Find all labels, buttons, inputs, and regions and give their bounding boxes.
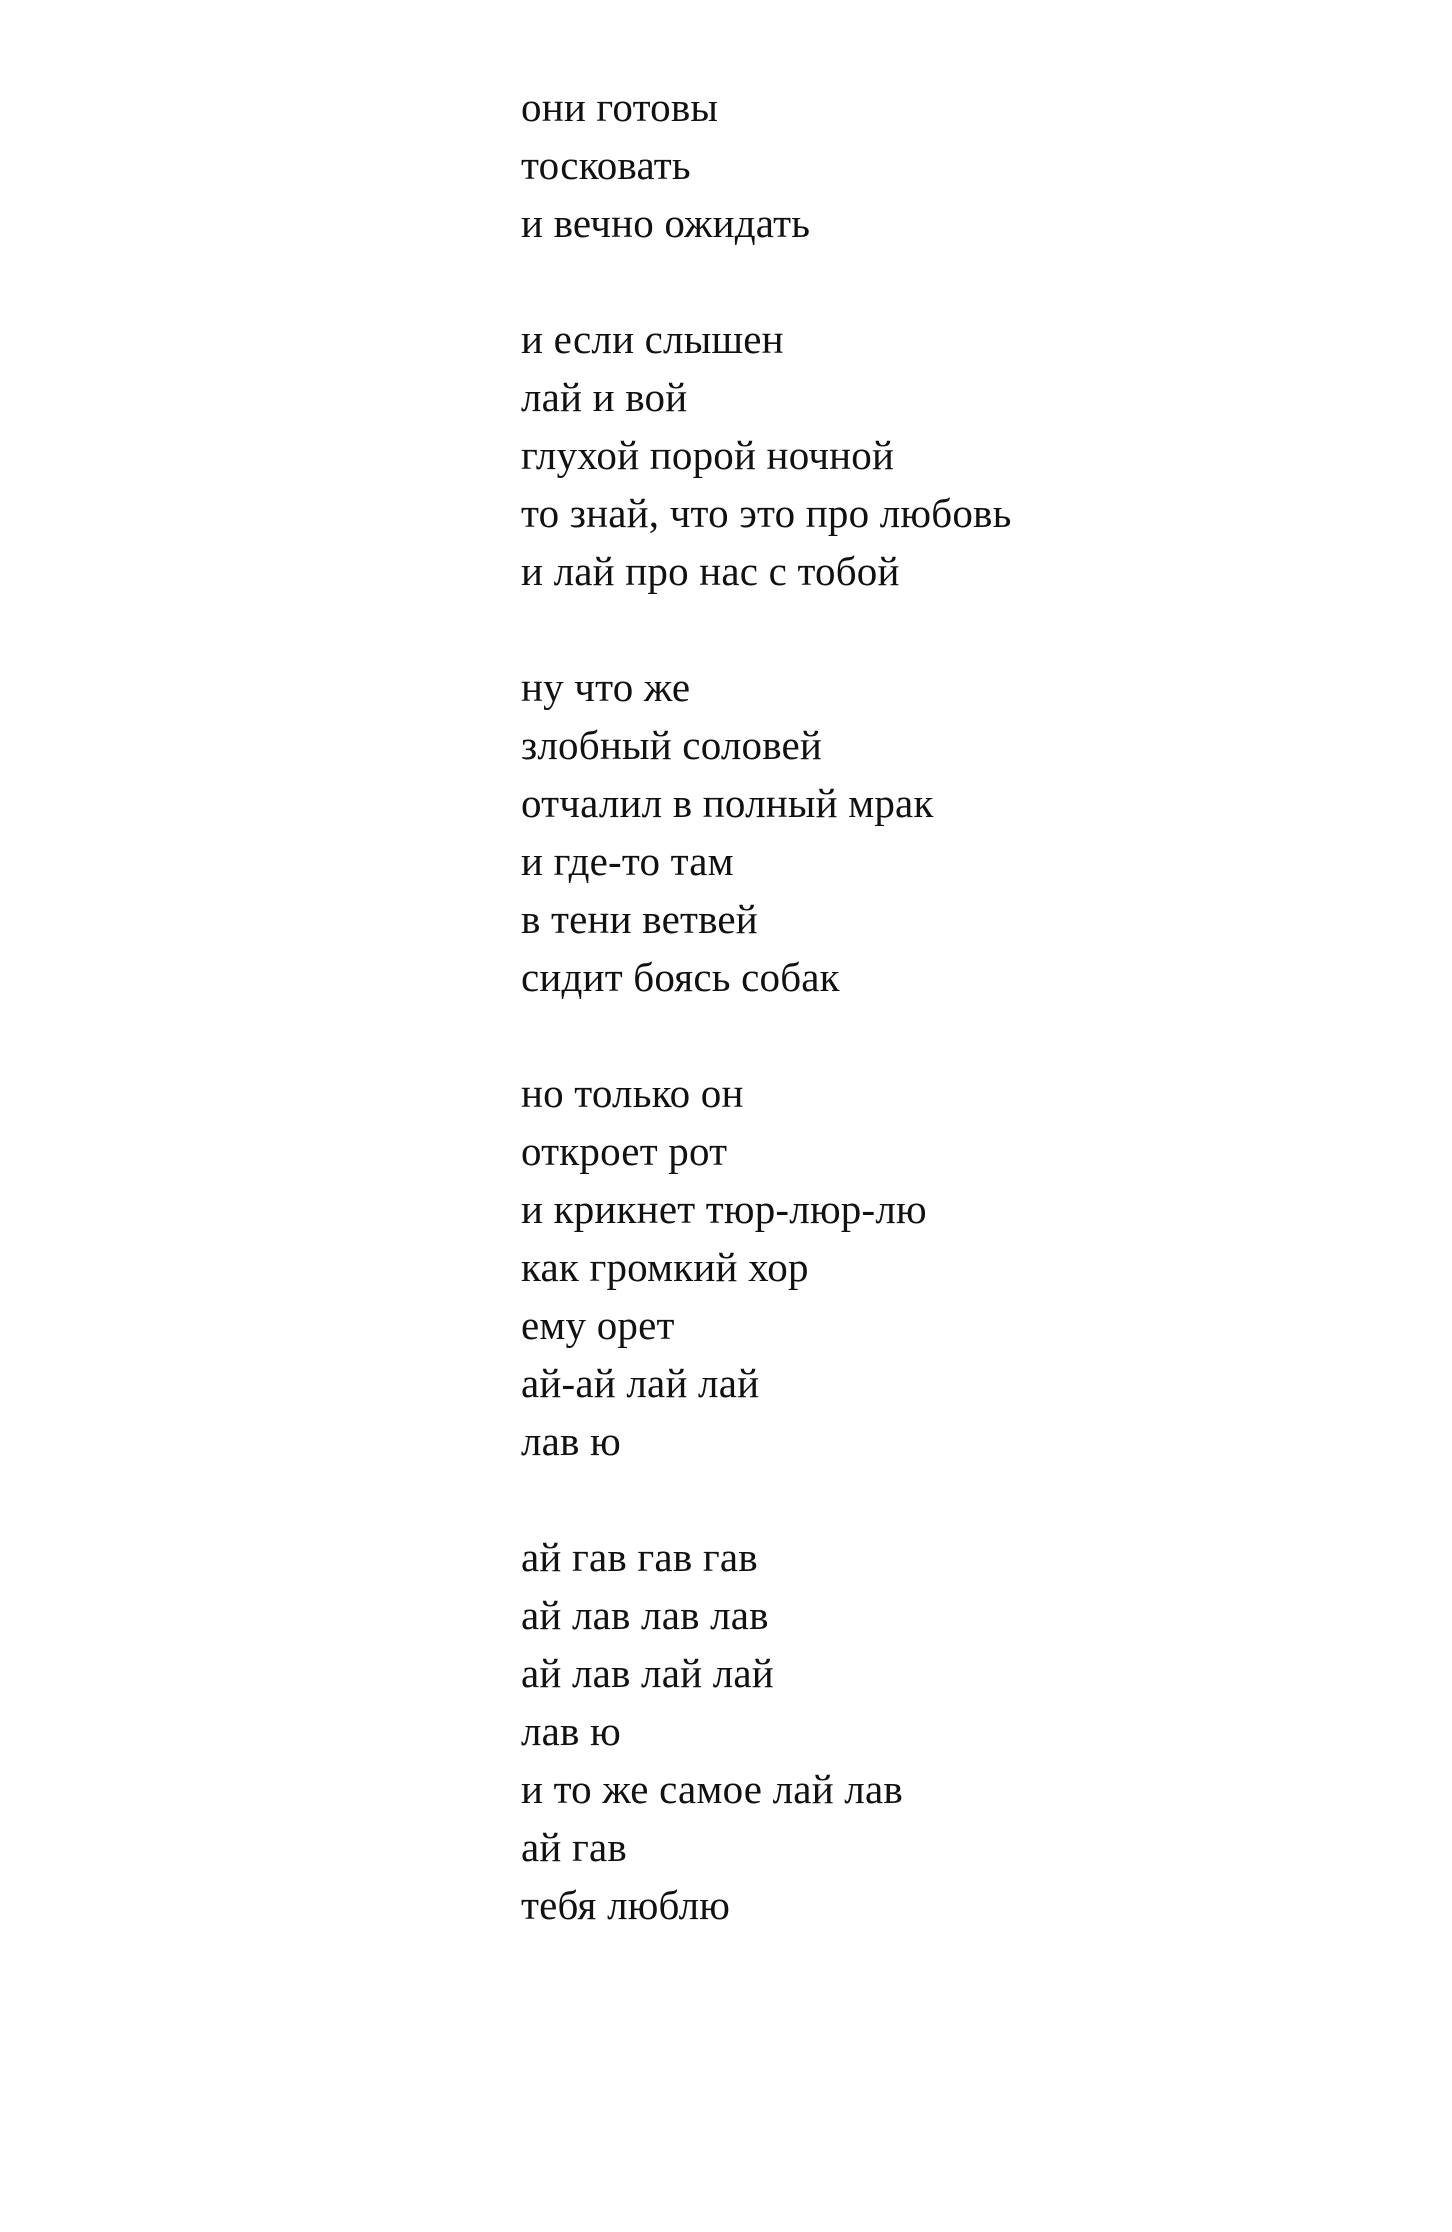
- poem-line: лав ю: [521, 1708, 621, 1754]
- poem-line: тосковать: [521, 142, 691, 188]
- poem-line: отчалил в полный мрак: [521, 780, 934, 826]
- poem-line: сидит боясь собак: [521, 954, 840, 1000]
- poem-line: ай гав: [521, 1824, 627, 1870]
- poem-line: и вечно ожидать: [521, 200, 811, 246]
- poem-line: то знай, что это про любовь: [521, 490, 1012, 536]
- poem-line: и то же самое лай лав: [521, 1766, 903, 1812]
- poem-line: глухой порой ночной: [521, 432, 895, 478]
- poem-line: ну что же: [521, 664, 691, 710]
- poem-line: и если слышен: [521, 316, 784, 362]
- stanza-5: [521, 1528, 1401, 1934]
- poem-line: ему орет: [521, 1302, 675, 1348]
- poem-line: тебя люблю: [521, 1882, 731, 1928]
- poem-line: и лай про нас с тобой: [521, 548, 900, 594]
- poem-text: [521, 78, 1401, 1992]
- stanza-3: [521, 658, 1401, 1006]
- stanza-2: [521, 310, 1401, 600]
- poem-line: лав ю: [521, 1418, 621, 1464]
- stanza-1: [521, 78, 1401, 252]
- poem-line: откроет рот: [521, 1128, 728, 1174]
- poem-line: в тени ветвей: [521, 896, 758, 942]
- poem-line: лай и вой: [521, 374, 688, 420]
- poem-line: ай гав гав гав: [521, 1534, 758, 1580]
- poem-line: но только он: [521, 1070, 744, 1116]
- poem-line: злобный соловей: [521, 722, 823, 768]
- poem-line: ай-ай лай лай: [521, 1360, 760, 1406]
- poem-line: и где-то там: [521, 838, 734, 884]
- poem-line: и крикнет тюр-люр-лю: [521, 1186, 927, 1232]
- poem-line: как громкий хор: [521, 1244, 809, 1290]
- poem-line: ай лав лай лай: [521, 1650, 774, 1696]
- poem-line: они готовы: [521, 84, 719, 130]
- poem-line: ай лав лав лав: [521, 1592, 769, 1638]
- stanza-4: [521, 1064, 1401, 1470]
